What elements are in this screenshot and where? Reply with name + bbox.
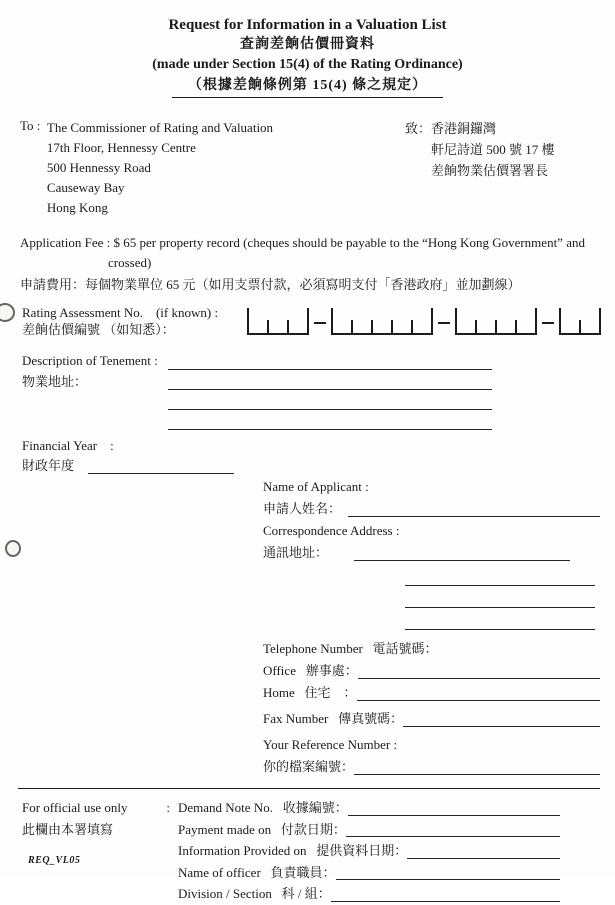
- correspondence-address-write-in-line: [405, 564, 595, 586]
- assessment-dash: [542, 322, 554, 324]
- assessment-dash: [314, 322, 326, 324]
- contact-section: [263, 638, 600, 778]
- official-use-section: [22, 797, 560, 905]
- fax-number-write-in-line: [403, 726, 600, 727]
- addressee-line: 500 Hennessy Road: [46, 160, 151, 175]
- financial-year-section: [22, 436, 601, 476]
- form-title-english: Request for Information in a Valuation List: [168, 17, 447, 33]
- correspondence-address-write-in-line: [405, 586, 595, 608]
- financial-year-label-english: Financial Year :: [22, 438, 114, 453]
- assessment-number-boxes: [247, 308, 601, 335]
- reference-number-write-in-line: [354, 774, 600, 775]
- tenement-label-chinese: 物業地址：: [22, 374, 88, 389]
- official-use-heading-english: For official use only: [22, 800, 128, 815]
- form-header: [0, 0, 615, 98]
- correspondence-address-write-in-line: [405, 608, 595, 630]
- payment-date-label: Payment made on 付款日期：: [178, 821, 346, 837]
- addressee-line: Hong Kong: [46, 200, 108, 215]
- hole-punch-artifact: [0, 303, 15, 322]
- assessment-number-section: [22, 304, 601, 338]
- correspondence-address-label-chinese: 通訊地址：: [263, 545, 355, 560]
- financial-year-label-chinese: 財政年度: [22, 458, 75, 473]
- correspondence-address-write-in-line: [354, 560, 570, 561]
- home-phone-label: Home 住宅 ：: [263, 685, 357, 700]
- assessment-box-cell: [457, 308, 475, 333]
- fee-text-english-line1: Application Fee : $ 65 per property record (cheques should be payable to the “Hong Kong Government” and: [20, 235, 585, 250]
- official-use-heading-chinese: 此欄由本署填寫: [22, 822, 114, 837]
- office-phone-label: Office 辦事處：: [263, 663, 358, 678]
- addressee-line: 差餉物業估價署署長: [431, 163, 549, 178]
- tenement-write-in-line: [168, 410, 492, 430]
- official-use-colon: :: [166, 800, 170, 815]
- information-provided-label: Information Provided on 提供資料日期：: [178, 843, 408, 858]
- applicant-name-label-chinese: 申請人姓名：: [263, 501, 348, 516]
- fax-number-label: Fax Number 傳真號碼：: [263, 711, 404, 726]
- addressee-line: 17th Floor, Hennessy Centre: [46, 140, 196, 155]
- telephone-heading: Telephone Number 電話號碼：: [263, 641, 438, 656]
- reference-number-label-chinese: 你的檔案編號：: [263, 759, 355, 774]
- assessment-box-group-2: [331, 308, 433, 335]
- applicant-name-label-english: Name of Applicant :: [263, 479, 369, 494]
- assessment-box-cell: [373, 308, 391, 333]
- form-title-chinese: 查詢差餉估價冊資料: [240, 37, 375, 52]
- payment-date-write-in-line: [346, 836, 560, 837]
- tenement-write-in-line: [168, 390, 492, 410]
- assessment-box-cell: [477, 308, 495, 333]
- officer-name-write-in-line: [336, 879, 560, 880]
- tenement-section: [22, 350, 601, 430]
- form-code: REQ_VL05: [28, 855, 81, 866]
- assessment-box-cell: [353, 308, 371, 333]
- addressee-line: Causeway Bay: [46, 180, 125, 195]
- correspondence-address-label-english: Correspondence Address :: [263, 523, 400, 538]
- division-section-label: Division / Section 科 / 組：: [178, 886, 331, 901]
- assessment-box-cell: [289, 308, 307, 333]
- officer-name-label: Name of officer 負責職員：: [178, 864, 336, 880]
- application-fee-section: [20, 233, 601, 296]
- assessment-box-cell: [393, 308, 411, 333]
- assessment-box-cell: [497, 308, 515, 333]
- form-subtitle-english: (made under Section 15(4) of the Rating Ordinance): [152, 57, 463, 72]
- addressee-chinese: [405, 118, 595, 218]
- assessment-box-cell: [561, 308, 579, 333]
- addressee-section: [20, 118, 595, 218]
- tenement-write-in-line: [168, 350, 492, 370]
- assessment-box-group-1: [247, 308, 309, 335]
- demand-note-write-in-line: [348, 815, 560, 816]
- assessment-dash: [438, 322, 450, 324]
- addressee-english: [20, 118, 273, 218]
- assessment-box-cell: [269, 308, 287, 333]
- assessment-box-group-3: [455, 308, 537, 335]
- assessment-box-cell: [581, 308, 599, 333]
- fee-text-english-line2: crossed): [108, 255, 152, 270]
- assessment-label-chinese: 差餉估價編號 （如知悉）：: [22, 322, 175, 337]
- assessment-label-english: Rating Assessment No. (if known) :: [22, 305, 219, 320]
- demand-note-label: Demand Note No. 收據編號：: [178, 800, 348, 815]
- addressee-line: 軒尼詩道 500 號 17 樓: [431, 142, 555, 157]
- reference-number-label-english: Your Reference Number :: [263, 737, 398, 752]
- division-section-write-in-line: [331, 901, 560, 902]
- applicant-section: [263, 476, 600, 630]
- hole-punch-artifact: [5, 540, 21, 557]
- tenement-label-english: Description of Tenement :: [22, 353, 158, 368]
- form-subtitle-chinese: （根據差餉條例第 15(4) 條之規定）: [172, 76, 443, 98]
- to-label: To :: [20, 118, 47, 133]
- addressee-line: The Commissioner of Rating and Valuation: [46, 120, 274, 135]
- assessment-box-cell: [413, 308, 431, 333]
- office-phone-write-in-line: [358, 678, 600, 679]
- tenement-write-in-line: [168, 370, 492, 390]
- home-phone-write-in-line: [357, 700, 600, 701]
- fee-text-chinese: 申請費用：每個物業單位 65 元（如用支票付款，必須寫明支付「香港政府」並加劃線）: [20, 277, 521, 292]
- assessment-box-group-4: [559, 308, 601, 335]
- assessment-box-cell: [333, 308, 351, 333]
- addressee-line: 香港銅鑼灣: [431, 121, 497, 136]
- financial-year-write-in-line: [88, 473, 234, 474]
- assessment-box-cell: [517, 308, 535, 333]
- to-label-chinese: 致：: [405, 121, 432, 136]
- assessment-box-cell: [249, 308, 267, 333]
- information-provided-write-in-line: [407, 858, 560, 859]
- section-divider-line: [18, 788, 600, 789]
- applicant-name-write-in-line: [348, 516, 600, 517]
